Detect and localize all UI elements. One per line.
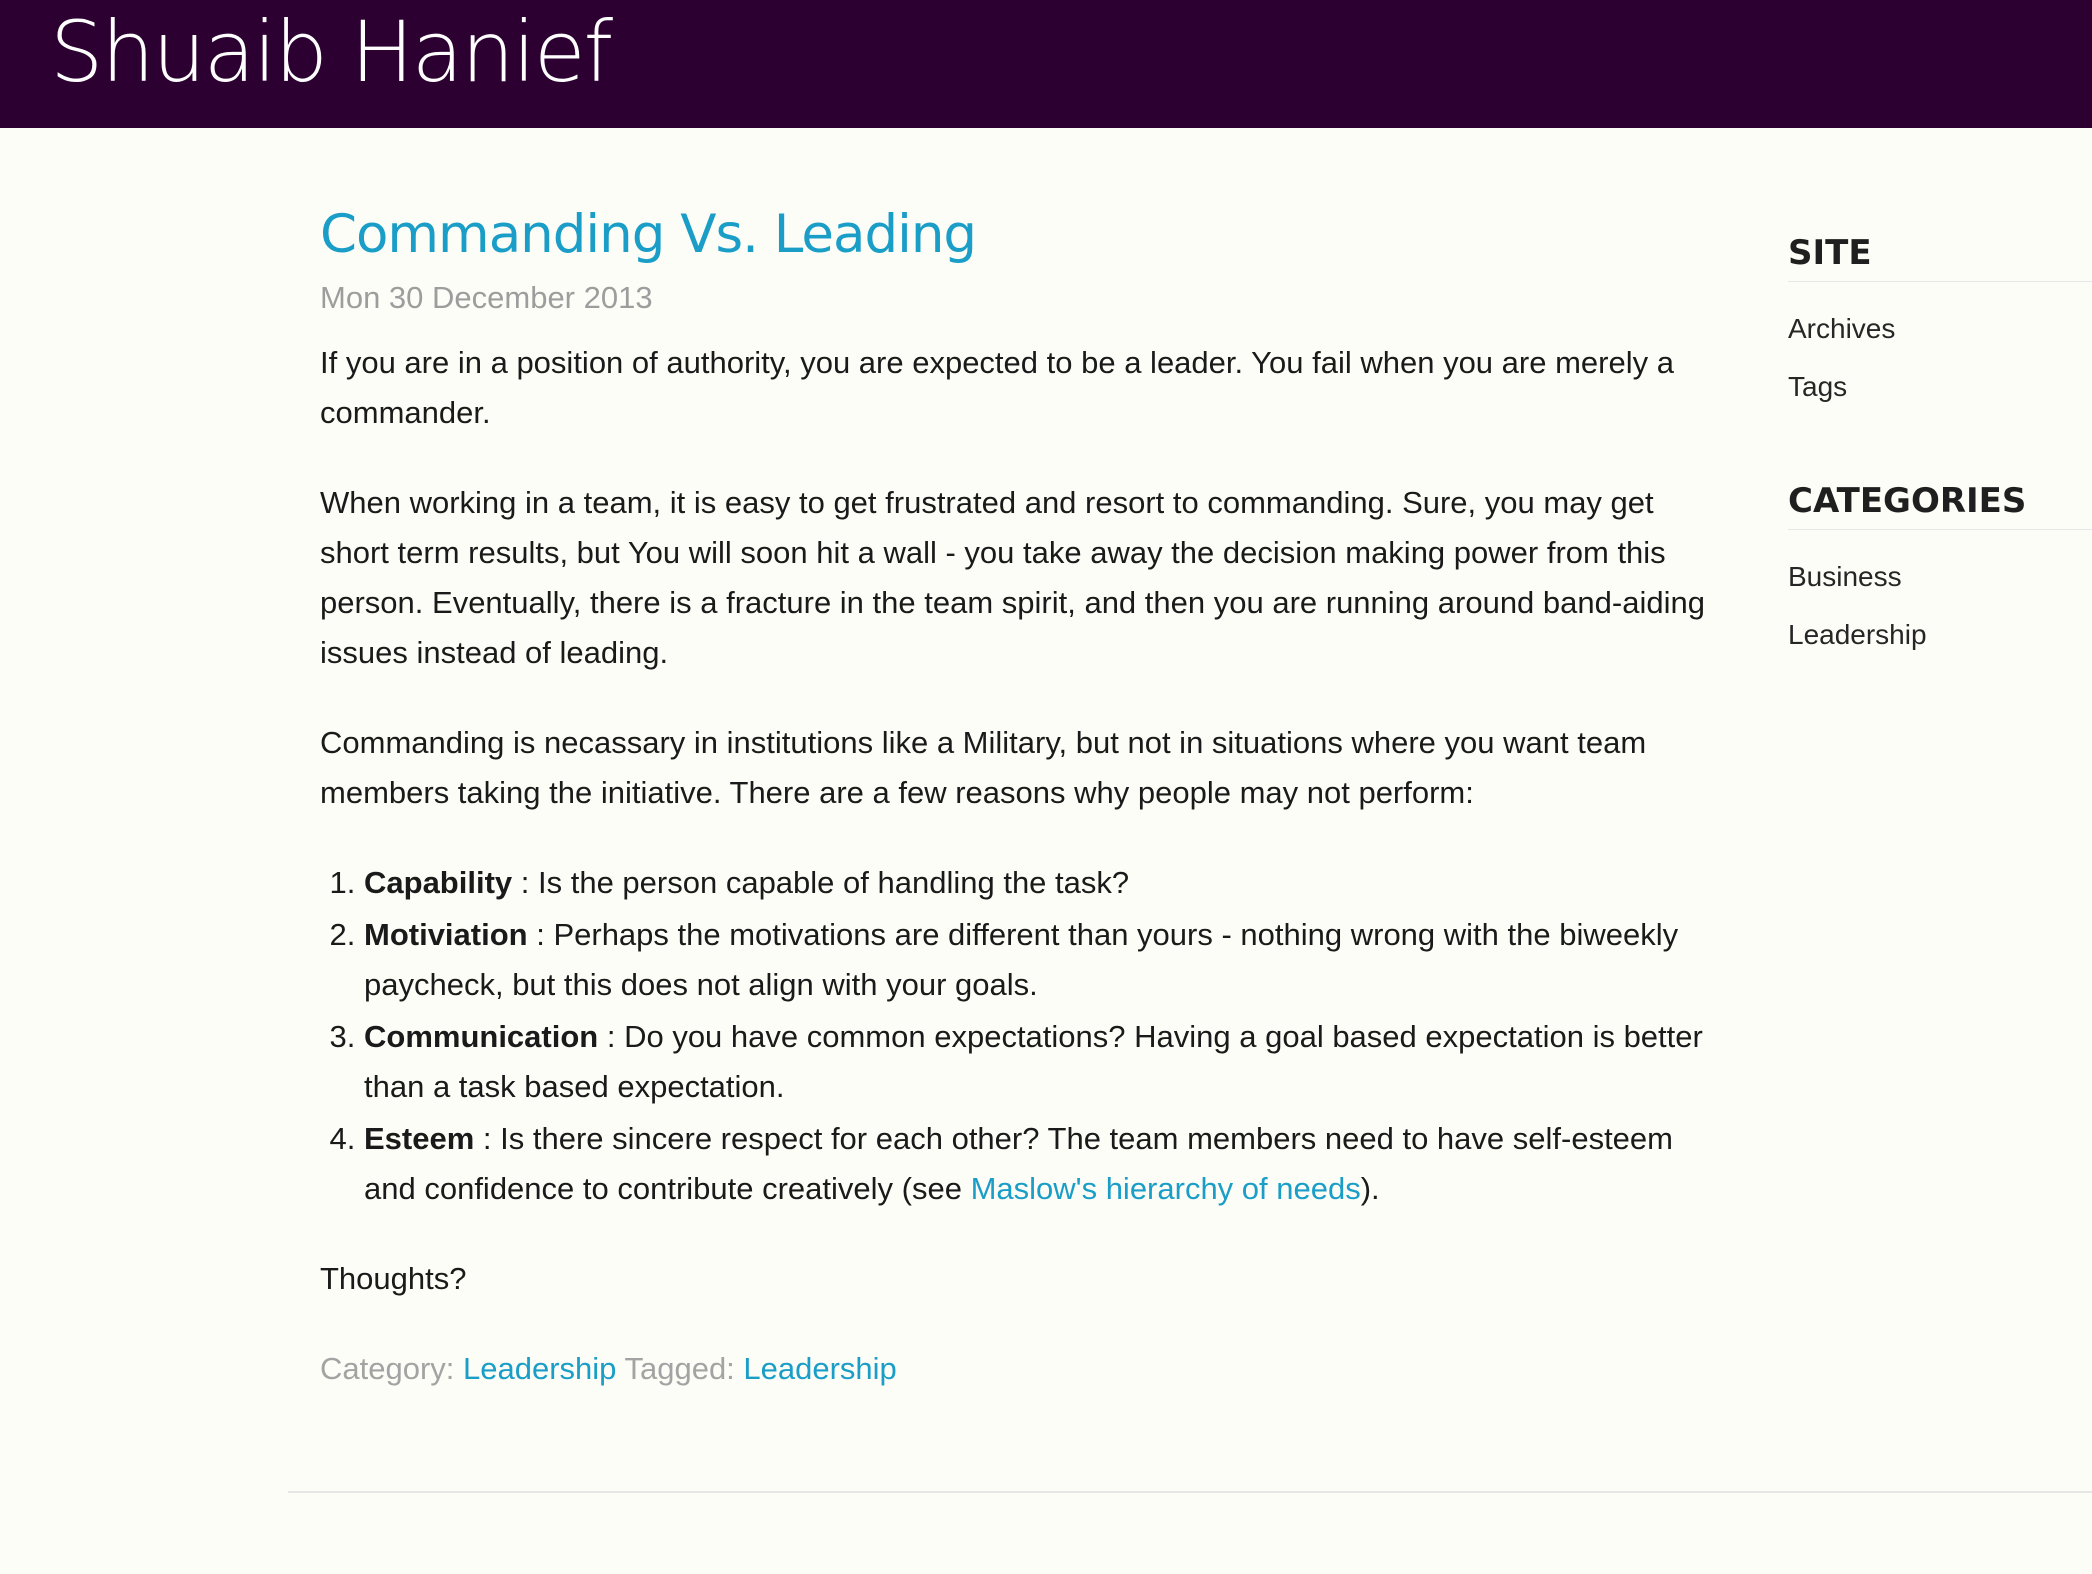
sidebar xyxy=(1788,228,2092,664)
sidebar-item-tags xyxy=(1788,358,2092,416)
post-content xyxy=(320,338,1730,1304)
sidebar-item-archives xyxy=(1788,300,2092,358)
post-title[interactable]: Commanding Vs. Leading xyxy=(320,204,977,265)
business-link[interactable]: Business xyxy=(1788,561,1902,592)
paragraph: When working in a team, it is easy to get frustrated and resort to commanding. Sure, you may get short term results, but You will soon hit a wall - you take away the decision making power from this person. Eventually, there is a fracture in the team spirit, and then you are running around band-aiding issues instead of leading. xyxy=(320,485,1705,670)
reasons-list xyxy=(320,858,1730,1214)
list-item-term: Communication xyxy=(364,1019,599,1054)
list-item-text: : Is there sincere respect for each other? The team members need to have self-esteem and confidence to contribute creatively (see xyxy=(364,1121,1673,1206)
site-title-link[interactable]: Shuaib Hanief xyxy=(50,3,612,101)
post-date: Mon 30 December 2013 xyxy=(320,280,653,315)
list-item xyxy=(364,1012,1730,1112)
post-meta xyxy=(320,1344,1730,1394)
closing-text: Thoughts? xyxy=(320,1261,467,1296)
tag-link[interactable]: Leadership xyxy=(743,1351,897,1386)
list-item-text: : Is the person capable of handling the task? xyxy=(512,865,1130,900)
site-header xyxy=(0,0,2092,128)
article xyxy=(320,200,1730,1394)
list-item-term: Esteem xyxy=(364,1121,475,1156)
paragraph: If you are in a position of authority, you are expected to be a leader. You fail when you are merely a commander. xyxy=(320,345,1674,430)
footer-divider xyxy=(288,1491,2092,1493)
archives-link[interactable]: Archives xyxy=(1788,313,1896,344)
list-item-text: : Do you have common expectations? Having a goal based expectation is better than a task based expectation. xyxy=(364,1019,1703,1104)
site-links xyxy=(1788,300,2092,416)
tags-link[interactable]: Tags xyxy=(1788,371,1848,402)
paragraph: Commanding is necassary in institutions like a Military, but not in situations where you want team members taking the initiative. There are a few reasons why people may not perform: xyxy=(320,725,1647,810)
list-item-term: Capability xyxy=(364,865,513,900)
maslow-link[interactable]: Maslow's hierarchy of needs xyxy=(970,1171,1361,1206)
list-item xyxy=(364,910,1730,1010)
categories-section xyxy=(1788,476,2092,664)
list-item-term: Motiviation xyxy=(364,917,528,952)
category-links xyxy=(1788,548,2092,664)
list-item xyxy=(364,858,1730,908)
list-item-text-end: ). xyxy=(1360,1171,1380,1206)
leadership-link[interactable]: Leadership xyxy=(1788,619,1927,650)
category-label: Category: xyxy=(320,1351,464,1386)
sidebar-heading-categories: CATEGORIES xyxy=(1788,476,2092,530)
sidebar-heading-site: SITE xyxy=(1788,228,2092,282)
tagged-label: Tagged: xyxy=(616,1351,744,1386)
sidebar-item-business xyxy=(1788,548,2092,606)
sidebar-item-leadership xyxy=(1788,606,2092,664)
list-item xyxy=(364,1114,1730,1214)
category-link[interactable]: Leadership xyxy=(463,1351,617,1386)
list-item-text: : Perhaps the motivations are different than yours - nothing wrong with the biweekly paycheck, but this does not align with your goals. xyxy=(364,917,1679,1002)
